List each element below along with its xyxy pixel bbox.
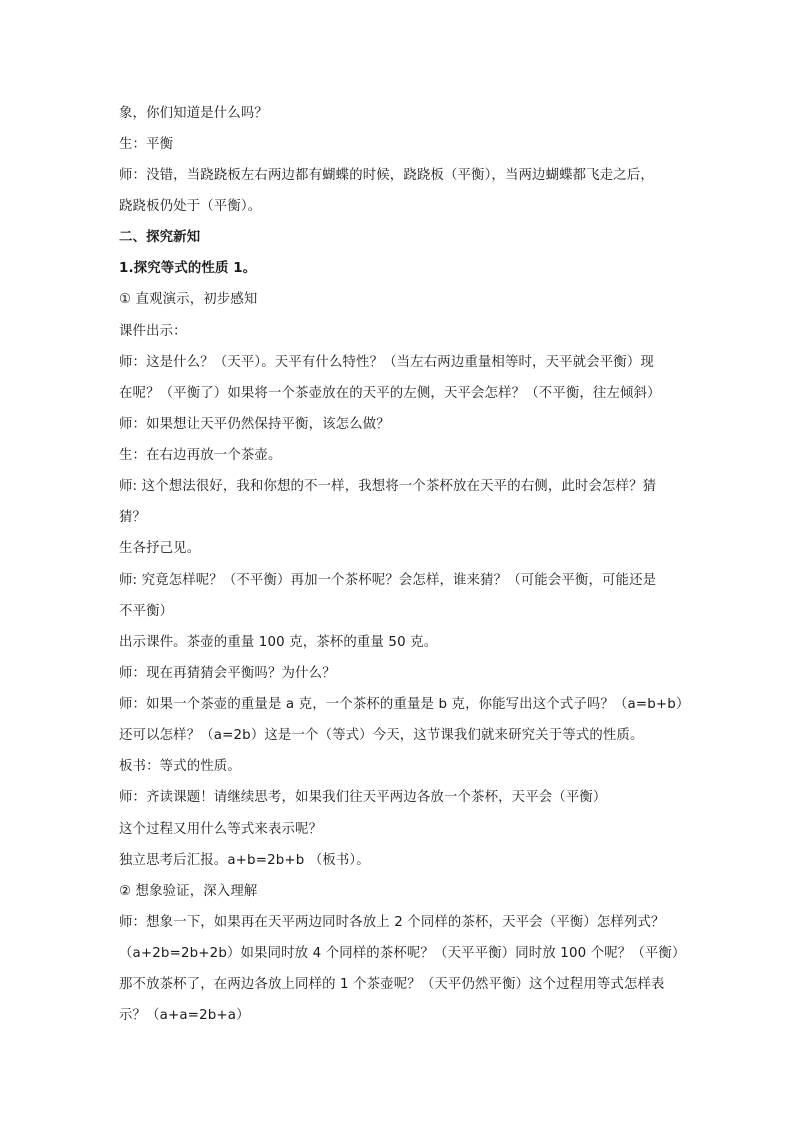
text-line: ① 直观演示，初步感知 bbox=[119, 292, 258, 307]
text-line: 跷跷板仍处于（平衡）。 bbox=[119, 199, 262, 214]
text-line: 课件出示： bbox=[119, 324, 187, 339]
text-line: （a+2b=2b+2b）如果同时放 4 个同样的茶杯呢？（天平平衡）同时放 100 个呢？（平衡） bbox=[119, 946, 686, 961]
text-line: 师：没错，当跷跷板左右两边都有蝴蝶的时候，跷跷板（平衡），当两边蝴蝶都飞走之后， bbox=[119, 168, 654, 183]
text-line: 师: 究竟怎样呢？（不平衡）再加一个茶杯呢？会怎样，谁来猜？（可能会平衡，可能还是 bbox=[119, 573, 657, 588]
text-line: 还可以怎样？（a=2b）这是一个（等式）今天，这节课我们就来研究关于等式的性质。 bbox=[119, 728, 644, 743]
text-line: 生各抒己见。 bbox=[119, 541, 201, 556]
text-line: 板书：等式的性质。 bbox=[119, 759, 241, 774]
text-line: 示？（a+a=2b+a） bbox=[119, 1008, 250, 1023]
text-line: 猜？ bbox=[119, 510, 147, 525]
text-line: 师：如果想让天平仍然保持平衡，该怎么做？ bbox=[119, 417, 390, 432]
text-line: 在呢？（平衡了）如果将一个茶壶放在的天平的左侧，天平会怎样？（不平衡，往左倾斜） bbox=[119, 386, 661, 401]
text-line: 师：齐读课题！请继续思考，如果我们往天平两边各放一个茶杯，天平会（平衡） bbox=[119, 790, 607, 805]
text-line: 师: 这个想法很好，我和你想的不一样，我想将一个茶杯放在天平的右侧，此时会怎样？猜 bbox=[119, 479, 657, 494]
text-line: 独立思考后汇报。a+b=2b+b （板书）。 bbox=[119, 853, 370, 868]
text-line: 那不放茶杯了，在两边各放上同样的 1 个茶壶呢？（天平仍然平衡）这个过程用等式怎样表 bbox=[119, 977, 665, 992]
text-line: 师：现在再猜猜会平衡吗？为什么？ bbox=[119, 666, 336, 681]
section-heading: 二、探究新知 bbox=[119, 230, 201, 245]
text-line: 生：在右边再放一个茶壶。 bbox=[119, 448, 282, 463]
text-line: 师：这是什么？（天平）。天平有什么特性？（当左右两边重量相等时，天平就会平衡）现 bbox=[119, 355, 654, 370]
text-line: 师：如果一个茶壶的重量是 a 克，一个茶杯的重量是 b 克，你能写出这个式子吗？（a=b+b） bbox=[119, 697, 690, 712]
subsection-heading: 1.探究等式的性质 1。 bbox=[119, 261, 257, 276]
text-line: ② 想象验证，深入理解 bbox=[119, 884, 258, 899]
text-line: 生：平衡 bbox=[119, 137, 174, 152]
text-line: 不平衡） bbox=[119, 604, 174, 619]
text-line: 这个过程又用什么等式来表示呢？ bbox=[119, 822, 323, 837]
text-line: 出示课件。茶壶的重量 100 克，茶杯的重量 50 克。 bbox=[119, 635, 438, 650]
text-line: 象，你们知道是什么吗？ bbox=[119, 106, 268, 121]
text-line: 师：想象一下，如果再在天平两边同时各放上 2 个同样的茶杯，天平会（平衡）怎样列式？ bbox=[119, 915, 665, 930]
